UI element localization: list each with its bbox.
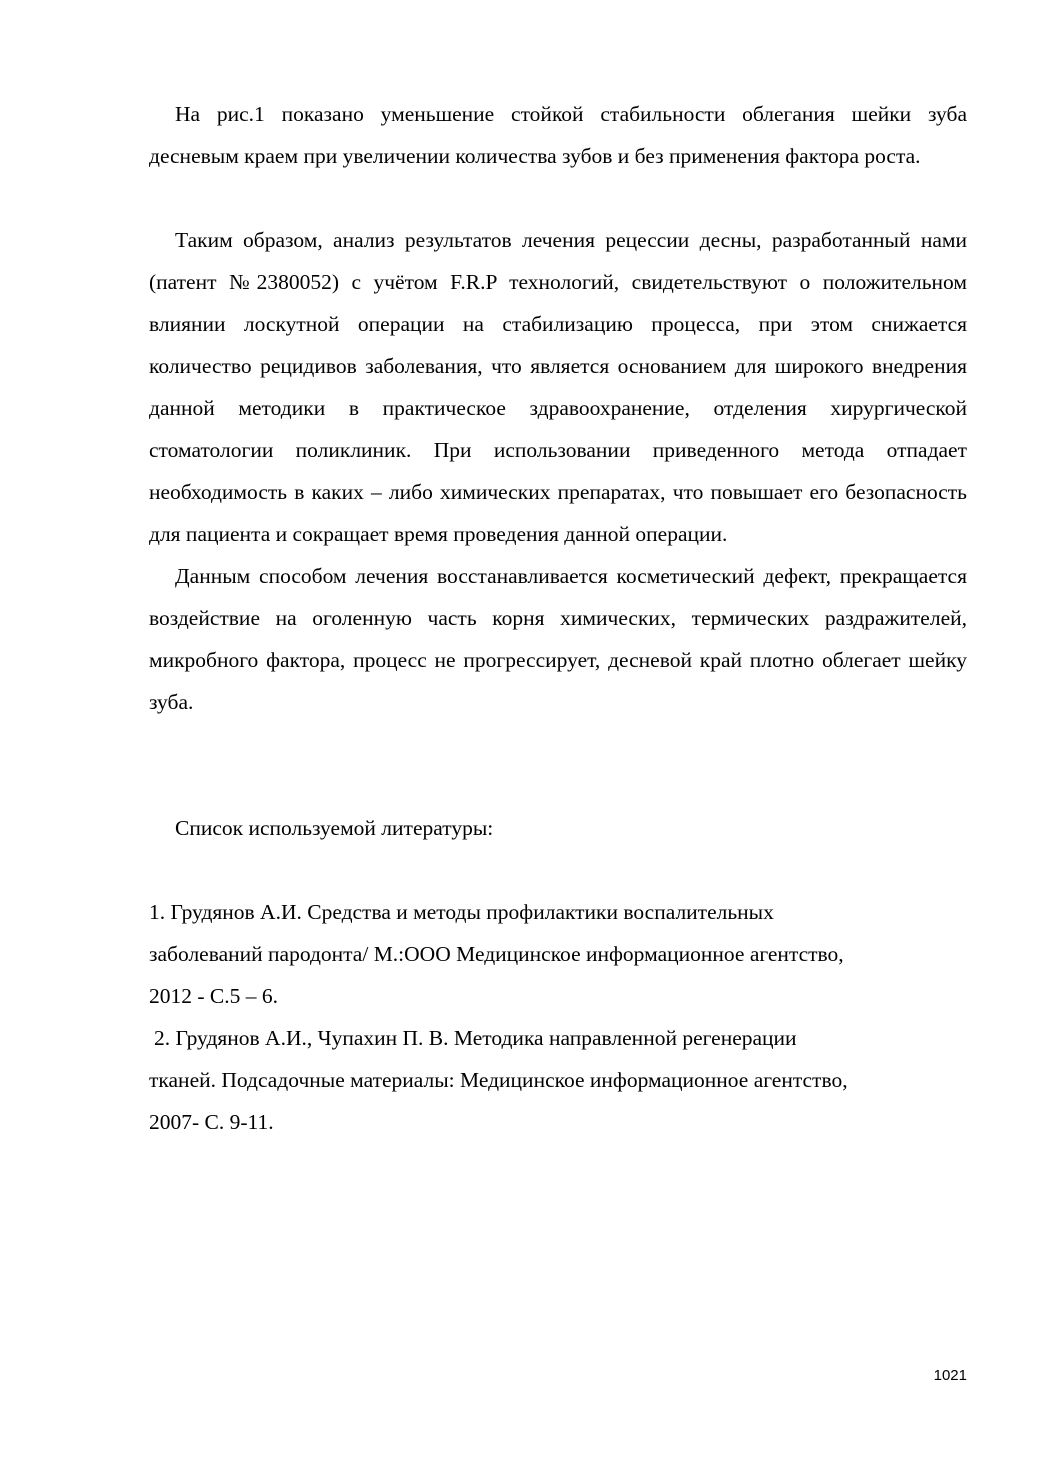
reference-item-1 <box>149 891 967 1017</box>
body-paragraph-2: Таким образом, анализ результатов лечения рецессии десны, разработанный нами (патент №2380052) с учётом F.R.P технологий, свидетельствуют о положительном влиянии лоскутной операции на стабилизацию процесса, при этом снижается количество рецидивов заболевания, что является основанием для широкого внедрения данной методики в практическое здравоохранение, отделения хирургической стоматологии поликлиник. При использовании приведенного метода отпадает необходимость в каких – либо химических препаратах, что повышает его безопасность для пациента и сокращает время проведения данной операции. <box>149 228 967 546</box>
document-page <box>149 93 967 1143</box>
reference-item-2 <box>149 1017 967 1143</box>
body-paragraph-1: На рис.1 показано уменьшение стойкой стабильности облегания шейки зуба десневым краем при увеличении количества зубов и без применения фактора роста. <box>149 102 967 168</box>
reference-2-line-1: 2. Грудянов А.И., Чупахин П. В. Методика направленной регенерации <box>154 1026 797 1050</box>
section-spacer <box>149 723 967 807</box>
reference-2-line-3: 2007- С. 9-11. <box>149 1110 274 1134</box>
references-spacer <box>149 849 967 891</box>
reference-1-line-2: заболеваний пародонта/ М.:ООО Медицинское информационное агентство, <box>149 942 844 966</box>
reference-1-line-3: 2012 - С.5 – 6. <box>149 984 278 1008</box>
references-heading: Список используемой литературы: <box>175 816 494 840</box>
paragraph-spacer <box>149 177 967 219</box>
reference-1-line-1: 1. Грудянов А.И. Средства и методы профилактики воспалительных <box>149 900 774 924</box>
page-number: 1021 <box>933 1367 967 1384</box>
body-paragraph-3: Данным способом лечения восстанавливается косметический дефект, прекращается воздействие на оголенную часть корня химических, термических раздражителей, микробного фактора, процесс не прогрессирует, десневой край плотно облегает шейку зуба. <box>149 564 967 714</box>
reference-2-line-2: тканей. Подсадочные материалы: Медицинское информационное агентство, <box>149 1068 848 1092</box>
